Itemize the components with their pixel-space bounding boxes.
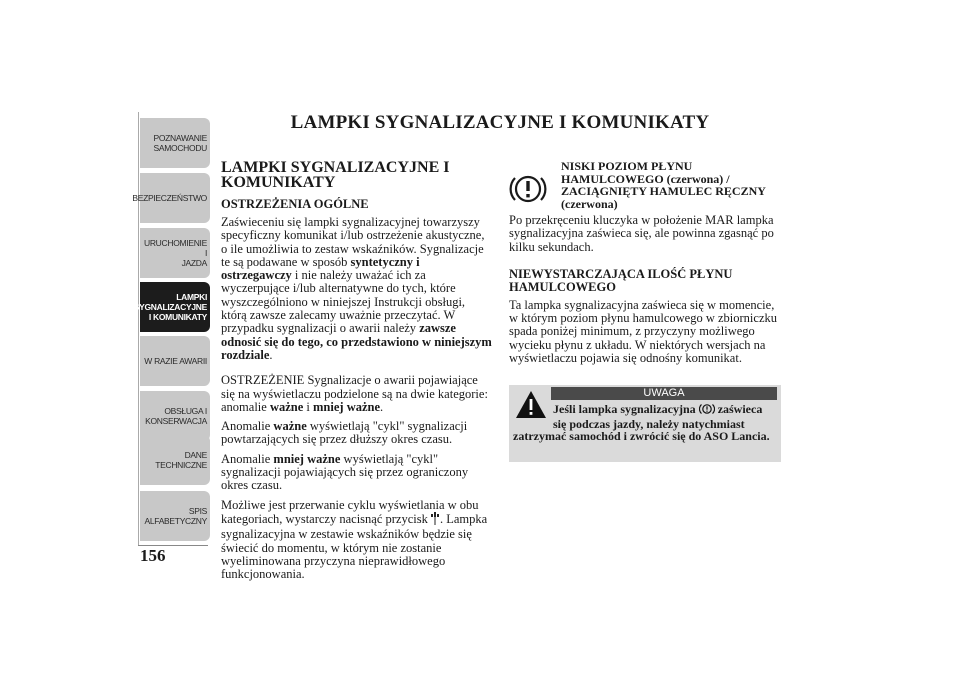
brake-warning-header	[509, 160, 781, 210]
brake-warning-title: NISKI POZIOM PŁYNU HAMULCOWEGO (czerwona) / ZACIĄGNIĘTY HAMULEC RĘCZNY (czerwona)	[561, 159, 766, 211]
left-column	[221, 160, 493, 587]
tab-bezpieczenstwo[interactable]: BEZPIECZEŃSTWO	[140, 173, 210, 223]
paragraph-general-warnings: Zaświeceniu się lampki sygnalizacyjnej towarzyszy specyficzny komunikat i/lub ostrzeżenie akustyczne, o ile umożliwia to zestaw wskaźników. Sygnalizacje te są podawane w sposób syntetyczny i ostrzegawczy i nie należy uważać ich za wyczerpujące i/lub alternatywne do tych, które wyszczególniono w niniejszej Instrukcji obsługi, którą zawsze zalecamy uważnie przeczytać. W przypadku sygnalizacji o awarii należy zawsze odnosić się do tego, co przedstawiono w niniejszym rozdziale.	[221, 215, 492, 362]
warning-box	[509, 385, 781, 462]
subsection-heading-brake-fluid: NIEWYSTARCZAJĄCA ILOŚĆ PŁYNU HAMULCOWEGO	[509, 266, 733, 294]
subsection-heading: OSTRZEŻENIA OGÓLNE	[221, 197, 369, 211]
tab-lampki-sygnalizacyjne[interactable]: LAMPKI SYGNALIZACYJNE I KOMUNIKATY	[140, 282, 210, 332]
tab-dane-techniczne[interactable]: DANE TECHNICZNE	[140, 435, 210, 485]
sidebar-divider	[138, 112, 139, 545]
paragraph-cycle-interrupt: Możliwe jest przerwanie cyklu wyświetlania w obu kategoriach, wystarczy nacisnąć przycisk . Lampka sygnalizacyjna w zestawie wskaźników będzie się świecić do momentu, w którym nie zostanie wyeliminowana przyczyna nieprawidłowego funkcjonowania.	[221, 497, 488, 582]
warning-badge: UWAGA	[551, 387, 777, 400]
tab-uruchomienie-jazda[interactable]: URUCHOMIENIE I JAZDA	[140, 228, 210, 278]
brake-warning-icon	[509, 170, 547, 208]
tab-w-razie-awarii[interactable]: W RAZIE AWARII	[140, 336, 210, 386]
page-number: 156	[140, 546, 166, 565]
right-column	[509, 160, 781, 462]
paragraph-less-important: Anomalie mniej ważne wyświetlają "cykl" sygnalizacji pojawiających się przez ograniczony okres czasu.	[221, 451, 469, 493]
tab-obsluga-konserwacja[interactable]: OBSŁUGA I KONSERWACJA	[140, 391, 210, 441]
paragraph-important: Anomalie ważne wyświetlają "cykl" sygnalizacji powtarzających się przez dłuższy okres czasu.	[221, 419, 468, 447]
tab-spis-alfabetyczny[interactable]: SPIS ALFABETYCZNY	[140, 491, 210, 541]
paragraph-brake-fluid: Ta lampka sygnalizacyjna zaświeca się w momencie, w którym poziom płynu hamulcowego w zbiorniczku spada poniżej minimum, z przyczyny możliwego wycieku płynu z układu. W niektórych wersjach na wyświetlaczu pojawia się odnośny komunikat.	[509, 297, 777, 366]
tab-poznawanie-samochodu[interactable]: POZNAWANIE SAMOCHODU	[140, 118, 210, 168]
section-heading: LAMPKI SYGNALIZACYJNE I KOMUNIKATY	[221, 159, 450, 191]
warning-text: Jeśli lampka sygnalizacyjna zaświeca się podczas jazdy, należy natychmiast zatrzymać samochód i zwrócić się do ASO Lancia.	[513, 402, 770, 444]
page-title: LAMPKI SYGNALIZACYJNE I KOMUNIKATY	[290, 112, 710, 133]
menu-button-icon	[431, 512, 440, 528]
brake-warning-inline-icon	[699, 403, 715, 418]
paragraph-mar-check: Po przekręceniu kluczyka w położenie MAR lampka sygnalizacyjna zaświeca się, ale powinna zgasnąć po kilku sekundach.	[509, 213, 774, 254]
paragraph-categories: OSTRZEŻENIE Sygnalizacje o awarii pojawiające się na wyświetlaczu podzielone są na dwie kategorie: anomalie ważne i mniej ważne.	[221, 373, 488, 414]
